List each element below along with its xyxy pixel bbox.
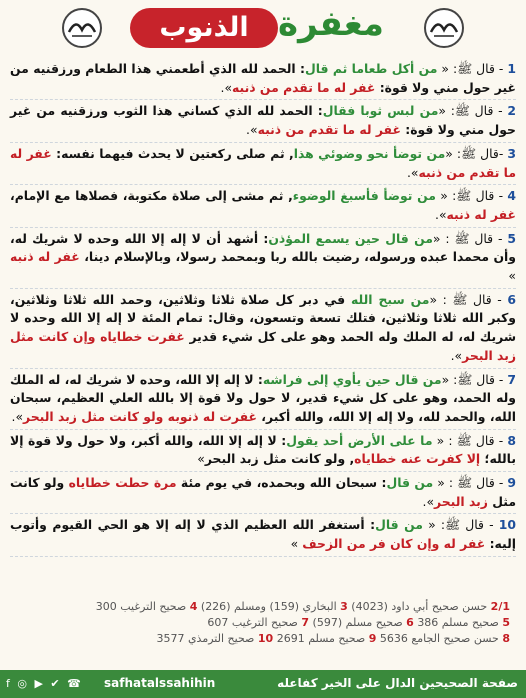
hadith-text-segment: ». <box>435 206 447 222</box>
hadith-text-segment: من توضأ فأسبغ الوضوء <box>292 188 436 204</box>
hadith-text-segment: غفرت خطاياه وإن كانت مثل زبد البحر <box>10 329 516 363</box>
hadith-text-segment: غفر له ذنبه <box>10 249 80 265</box>
social-icons[interactable]: f ◎ ▶ ✔ ☎ <box>6 677 83 690</box>
hadith-item <box>10 516 516 556</box>
title-green: مغفرة <box>278 4 384 44</box>
hadith-number: 3 <box>507 145 516 161</box>
calligraphy-logo-left <box>60 6 104 50</box>
hadith-text-segment: - قال ﷺ: « <box>441 371 508 387</box>
reference-segment: 5 <box>502 616 510 629</box>
hadith-text-segment: ولو كانت مثل <box>10 475 516 509</box>
reference-segment: 3 <box>340 600 348 613</box>
hadith-text-segment: - قال ﷺ: « <box>435 188 508 204</box>
hadith-text-segment: : أشهد أن لا إله إلا الله وحده لا شريك له، وأن محمدا عبده ورسوله، رضيت بالله ربا وبمحمد رسولا، وبالإسلام دينا، <box>10 230 516 265</box>
hadith-text-segment: ». <box>220 79 233 95</box>
hadith-text-segment: مرة حطت خطاياه <box>68 475 177 491</box>
footer-bar <box>0 670 526 698</box>
hadith-number: 6 <box>507 291 516 307</box>
reference-segment: صحيح الترغيب 300 <box>95 600 190 613</box>
hadith-text-segment: : الحمد لله الذي أطعمني هذا الطعام ورزقنيه من غير حول مني ولا قوة: <box>10 61 516 95</box>
hadith-text-segment: , ولو كانت مثل زبد البحر <box>204 451 355 467</box>
hadith-text-segment: ». <box>450 347 463 363</box>
hadith-text-segment: غفر له وإن كان فر من الزحف <box>302 536 486 552</box>
references <box>18 599 510 647</box>
hadith-text-segment: إلا كفرت عنه خطاياه <box>354 451 481 467</box>
hadith-number: 4 <box>507 188 516 204</box>
hadith-text-segment: من قال <box>375 517 423 533</box>
hadith-text-segment: من سبح الله <box>351 291 430 307</box>
hadith-list <box>10 60 516 559</box>
hadith-item <box>10 230 516 289</box>
hadith-text-segment: من قال حين يأوي إلى فراشه <box>262 371 442 387</box>
hadith-text-segment: من قال <box>386 475 434 491</box>
hadith-text-segment: , ثم صلى ركعتين لا يحدث فيهما نفسه: <box>51 145 294 161</box>
hadith-item <box>10 291 516 369</box>
hadith-text-segment: غفرت له ذنوبه ولو كانت مثل زبد البحر <box>23 408 257 424</box>
reference-segment: صحيح الترمذي 3577 <box>156 632 258 645</box>
hadith-number: 5 <box>507 230 516 246</box>
hadith-text-segment: - قال ﷺ : « <box>432 230 508 246</box>
hadith-text-segment: - قال ﷺ: « <box>438 103 508 119</box>
hadith-text-segment: ». <box>422 493 435 509</box>
hadith-text-segment: من قال حين يسمع المؤذن <box>268 230 433 246</box>
reference-segment: 9 <box>368 632 377 645</box>
hadith-text-segment: - قال ﷺ: « <box>437 61 508 76</box>
hadith-text-segment: من أكل طعاما ثم قال <box>305 61 438 76</box>
hadith-text-segment: : لا إله إلا الله، والله أكبر، ولا حول ولا قوة إلا بالله؛ <box>10 432 516 467</box>
reference-line <box>18 599 510 615</box>
header <box>0 0 526 58</box>
hadith-item <box>10 60 516 100</box>
hadith-text-segment: زبد البحر <box>434 493 488 509</box>
reference-segment: 6 <box>406 616 414 629</box>
reference-segment: 2/1 <box>490 600 510 613</box>
hadith-item <box>10 432 516 472</box>
hadith-text-segment: - قال ﷺ: « <box>422 517 499 533</box>
hadith-text-segment: ». <box>11 408 24 424</box>
hadith-text-segment: في دبر كل صلاة ثلاثا وثلاثين، وحمد الله ثلاثا وثلاثين، وكبر الله ثلاثا وثلاثين، فتلك تسعة وتسعون، وقال: تمام المئة لا إله إلا الله وحده لا شريك له، له الملك وله الحمد وهو على كل شيء قدير <box>10 291 517 345</box>
hadith-text-segment: : الحمد لله الذي كساني هذا الثوب ورزقنيه من غير حول مني ولا قوة: <box>10 103 516 138</box>
title-red: الذنوب <box>130 8 278 48</box>
hadith-item <box>10 102 516 142</box>
hadith-text-segment: من لبس ثوبا فقال <box>322 103 439 119</box>
reference-segment: البخاري (159) ومسلم (226) <box>197 600 341 613</box>
reference-segment: صحيح مسلم 2691 <box>273 632 369 645</box>
hadith-number: 2 <box>507 103 516 119</box>
hadith-text-segment: غفر له ما تقدم من ذنبه <box>257 122 401 138</box>
reference-segment: 8 <box>502 632 510 645</box>
hadith-text-segment: - قال ﷺ : « <box>432 432 508 448</box>
hadith-item <box>10 145 516 185</box>
hadith-text-segment: - قال ﷺ : « <box>429 291 508 307</box>
reference-line <box>18 631 510 647</box>
calligraphy-logo-right <box>422 6 466 50</box>
hadith-number: 10 <box>498 517 516 533</box>
hadith-text-segment: » <box>197 451 205 467</box>
hadith-text-segment: من توضأ نحو وضوئي هذا <box>293 145 446 161</box>
hadith-number: 7 <box>507 371 516 387</box>
hadith-text-segment: ما على الأرض أحد يقول <box>286 432 433 448</box>
reference-segment: صحيح مسلم 386 <box>413 616 503 629</box>
hadith-text-segment: : سبحان الله وبحمده، في يوم مئة <box>176 475 387 491</box>
hadith-text-segment: : لا إله إلا الله، وحده لا شريك له، له الملك وله الحمد، وهو على كل شيء قدير، لا حول ولا قوة إلا بالله العلي العظيم، سبحان الله، والحمد لله، ولا إله إلا الله، والله أكبر، <box>10 371 516 424</box>
hadith-number: 1 <box>507 61 516 76</box>
reference-segment: 10 <box>257 632 274 645</box>
hadith-text-segment: غفر له ما تقدم من ذنبه <box>232 79 376 95</box>
hadith-text-segment: » <box>508 268 516 284</box>
reference-segment: صحيح مسلم (597) <box>309 616 407 629</box>
reference-line <box>18 615 510 631</box>
hadith-number: 8 <box>507 432 517 448</box>
reference-segment: حسن صحيح الجامع 5636 <box>376 632 503 645</box>
reference-segment: حسن صحيح أبي داود (4023) <box>347 600 491 613</box>
hadith-text-segment: » <box>290 536 303 552</box>
site-handle[interactable]: safhatalssahihin <box>104 676 216 690</box>
hadith-text-segment: ». <box>406 164 419 180</box>
footer-text: صفحة الصحيحين الدال على الخير كفاعله <box>277 676 518 690</box>
hadith-text-segment: : أستغفر الله العظيم الذي لا إله إلا هو الحي القيوم وأتوب إليه: <box>10 517 516 552</box>
reference-segment: 4 <box>189 600 198 613</box>
hadith-text-segment: غفر له ما تقدم من ذنبه <box>10 145 516 180</box>
hadith-number: 9 <box>507 475 516 491</box>
reference-segment: صحيح الترغيب 607 <box>207 616 302 629</box>
hadith-text-segment: , ثم مشى إلى صلاة مكتوبة، فصلاها مع الإمام، <box>10 188 293 204</box>
reference-segment: 7 <box>301 616 310 629</box>
hadith-text-segment: ». <box>246 122 258 138</box>
hadith-item <box>10 371 516 430</box>
hadith-text-segment: - قال ﷺ : « <box>433 475 508 491</box>
hadith-text-segment: غفر له ذنبه <box>446 206 516 222</box>
hadith-item <box>10 187 516 227</box>
hadith-item <box>10 474 516 514</box>
hadith-text-segment: -قال ﷺ: « <box>445 145 508 161</box>
